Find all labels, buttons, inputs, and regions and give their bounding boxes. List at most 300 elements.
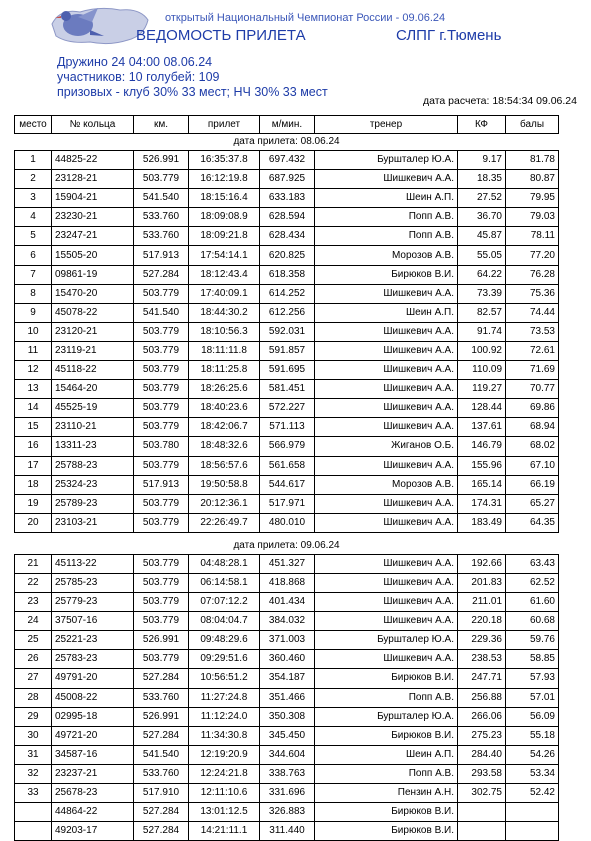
cell-speed: 618.358: [260, 265, 315, 284]
cell-arrival: 18:40:23.6: [189, 399, 260, 418]
cell-km: 517.913: [134, 246, 189, 265]
cell-trainer: Шишкевич А.А.: [315, 361, 458, 380]
cell-trainer: Шишкевич А.А.: [315, 494, 458, 513]
cell-kf: 100.92: [458, 341, 506, 360]
table-row: [15, 764, 559, 783]
cell-km: 533.760: [134, 227, 189, 246]
cell-arrival: 20:12:36.1: [189, 494, 260, 513]
cell-place: 17: [15, 456, 52, 475]
cell-kf: [458, 822, 506, 841]
cell-km: 503.779: [134, 322, 189, 341]
cell-arrival: 09:48:29.6: [189, 631, 260, 650]
cell-ring: 23247-21: [52, 227, 134, 246]
cell-trainer: Бирюков В.И.: [315, 726, 458, 745]
cell-ring: 15470-20: [52, 284, 134, 303]
race-info: Дружино 24 04:00 08.06.24: [57, 55, 213, 69]
pigeon-logo: [50, 2, 150, 48]
cell-trainer: Пензин А.Н.: [315, 784, 458, 803]
cell-place: 1: [15, 151, 52, 170]
col-header-arrival: прилет: [189, 116, 260, 134]
cell-place: 10: [15, 322, 52, 341]
championship-title: открытый Национальный Чемпионат России - 09.06.24: [165, 12, 446, 24]
cell-points: 75.36: [506, 284, 559, 303]
cell-points: 71.69: [506, 361, 559, 380]
cell-ring: 13311-23: [52, 437, 134, 456]
cell-km: 517.910: [134, 784, 189, 803]
cell-points: 60.68: [506, 612, 559, 631]
table-row: [15, 554, 559, 573]
table-row: [15, 227, 559, 246]
cell-points: 79.95: [506, 189, 559, 208]
table-row: [15, 322, 559, 341]
cell-points: 66.19: [506, 475, 559, 494]
cell-arrival: 11:27:24.8: [189, 688, 260, 707]
cell-arrival: 18:48:32.6: [189, 437, 260, 456]
cell-km: 503.779: [134, 513, 189, 532]
cell-speed: 591.857: [260, 341, 315, 360]
cell-speed: 451.327: [260, 554, 315, 573]
cell-kf: 256.88: [458, 688, 506, 707]
cell-points: 81.78: [506, 151, 559, 170]
cell-kf: 55.05: [458, 246, 506, 265]
cell-km: 503.779: [134, 341, 189, 360]
document-title: ВЕДОМОСТЬ ПРИЛЕТА: [136, 27, 306, 44]
cell-km: 503.779: [134, 650, 189, 669]
col-header-kf: КФ: [458, 116, 506, 134]
cell-trainer: Шеин А.П.: [315, 745, 458, 764]
cell-arrival: 09:29:51.6: [189, 650, 260, 669]
cell-arrival: 18:11:25.8: [189, 361, 260, 380]
cell-points: 56.09: [506, 707, 559, 726]
cell-km: 541.540: [134, 303, 189, 322]
cell-kf: 73.39: [458, 284, 506, 303]
cell-arrival: 19:50:58.8: [189, 475, 260, 494]
cell-arrival: 11:12:24.0: [189, 707, 260, 726]
cell-points: 73.53: [506, 322, 559, 341]
col-header-speed: м/мин.: [260, 116, 315, 134]
cell-place: 16: [15, 437, 52, 456]
cell-arrival: 12:11:10.6: [189, 784, 260, 803]
cell-place: 27: [15, 669, 52, 688]
cell-trainer: Шишкевич А.А.: [315, 573, 458, 592]
cell-trainer: Буршталер Ю.А.: [315, 707, 458, 726]
cell-kf: 9.17: [458, 151, 506, 170]
cell-place: 2: [15, 170, 52, 189]
table-row: [15, 573, 559, 592]
cell-points: 61.60: [506, 593, 559, 612]
cell-km: 503.779: [134, 418, 189, 437]
table-row: [15, 361, 559, 380]
cell-km: 517.913: [134, 475, 189, 494]
cell-points: 70.77: [506, 380, 559, 399]
cell-kf: 91.74: [458, 322, 506, 341]
cell-km: 526.991: [134, 707, 189, 726]
cell-speed: 345.450: [260, 726, 315, 745]
cell-km: 533.760: [134, 208, 189, 227]
cell-ring: 34587-16: [52, 745, 134, 764]
table-header-row: [15, 116, 559, 134]
cell-place: 19: [15, 494, 52, 513]
cell-speed: 687.925: [260, 170, 315, 189]
cell-arrival: 18:10:56.3: [189, 322, 260, 341]
cell-km: 503.779: [134, 573, 189, 592]
cell-place: 14: [15, 399, 52, 418]
cell-speed: 581.451: [260, 380, 315, 399]
cell-speed: 326.883: [260, 803, 315, 822]
cell-km: 541.540: [134, 745, 189, 764]
cell-km: 503.779: [134, 494, 189, 513]
table-row: [15, 726, 559, 745]
cell-arrival: 17:40:09.1: [189, 284, 260, 303]
cell-ring: 45118-22: [52, 361, 134, 380]
cell-ring: 23119-21: [52, 341, 134, 360]
table-row: [15, 494, 559, 513]
cell-kf: 110.09: [458, 361, 506, 380]
cell-kf: [458, 803, 506, 822]
cell-points: 72.61: [506, 341, 559, 360]
cell-speed: 480.010: [260, 513, 315, 532]
cell-km: 526.991: [134, 151, 189, 170]
cell-arrival: 07:07:12.2: [189, 593, 260, 612]
cell-speed: 628.434: [260, 227, 315, 246]
table-row: [15, 341, 559, 360]
cell-arrival: 12:24:21.8: [189, 764, 260, 783]
cell-ring: 25779-23: [52, 593, 134, 612]
table-row: [15, 745, 559, 764]
cell-trainer: Бирюков В.И.: [315, 803, 458, 822]
cell-trainer: Бирюков В.И.: [315, 265, 458, 284]
table-row: [15, 418, 559, 437]
cell-ring: 25785-23: [52, 573, 134, 592]
cell-speed: 331.696: [260, 784, 315, 803]
table-row: [15, 650, 559, 669]
cell-points: 77.20: [506, 246, 559, 265]
cell-place: 4: [15, 208, 52, 227]
table-row: [15, 380, 559, 399]
cell-points: 79.03: [506, 208, 559, 227]
cell-place: 20: [15, 513, 52, 532]
cell-ring: 15904-21: [52, 189, 134, 208]
cell-speed: 384.032: [260, 612, 315, 631]
cell-kf: 183.49: [458, 513, 506, 532]
cell-place: 22: [15, 573, 52, 592]
cell-km: 503.779: [134, 170, 189, 189]
cell-speed: 697.432: [260, 151, 315, 170]
cell-arrival: 08:04:04.7: [189, 612, 260, 631]
cell-points: 54.26: [506, 745, 559, 764]
cell-trainer: Буршталер Ю.А.: [315, 631, 458, 650]
table-row: [15, 399, 559, 418]
cell-kf: 155.96: [458, 456, 506, 475]
cell-points: 57.01: [506, 688, 559, 707]
prizes-info: призовых - клуб 30% 33 мест; НЧ 30% 33 мест: [57, 85, 328, 99]
col-header-km: км.: [134, 116, 189, 134]
cell-kf: 82.57: [458, 303, 506, 322]
cell-arrival: 10:56:51.2: [189, 669, 260, 688]
cell-points: 69.86: [506, 399, 559, 418]
date-row: [15, 134, 559, 151]
cell-points: 68.94: [506, 418, 559, 437]
club-name: СЛПГ г.Тюмень: [396, 27, 502, 44]
cell-place: 11: [15, 341, 52, 360]
cell-place: 25: [15, 631, 52, 650]
cell-km: 527.284: [134, 669, 189, 688]
cell-km: 541.540: [134, 189, 189, 208]
cell-arrival: 11:34:30.8: [189, 726, 260, 745]
table-row: [15, 170, 559, 189]
cell-trainer: Шишкевич А.А.: [315, 170, 458, 189]
cell-ring: 23120-21: [52, 322, 134, 341]
cell-ring: 15505-20: [52, 246, 134, 265]
cell-place: 18: [15, 475, 52, 494]
cell-trainer: Шишкевич А.А.: [315, 322, 458, 341]
cell-km: 503.779: [134, 380, 189, 399]
cell-speed: 360.460: [260, 650, 315, 669]
cell-arrival: 18:12:43.4: [189, 265, 260, 284]
cell-kf: 266.06: [458, 707, 506, 726]
cell-ring: 49791-20: [52, 669, 134, 688]
cell-trainer: Шишкевич А.А.: [315, 554, 458, 573]
cell-arrival: 18:56:57.6: [189, 456, 260, 475]
cell-trainer: Попп А.В.: [315, 688, 458, 707]
cell-km: 533.760: [134, 688, 189, 707]
cell-speed: 371.003: [260, 631, 315, 650]
cell-kf: 293.58: [458, 764, 506, 783]
cell-place: 29: [15, 707, 52, 726]
cell-arrival: 14:21:11.1: [189, 822, 260, 841]
cell-speed: 591.695: [260, 361, 315, 380]
cell-km: 527.284: [134, 822, 189, 841]
cell-speed: 350.308: [260, 707, 315, 726]
cell-speed: 401.434: [260, 593, 315, 612]
cell-points: 67.10: [506, 456, 559, 475]
cell-speed: 338.763: [260, 764, 315, 783]
cell-place: [15, 803, 52, 822]
cell-place: 33: [15, 784, 52, 803]
cell-trainer: Шишкевич А.А.: [315, 593, 458, 612]
cell-trainer: Попп А.В.: [315, 764, 458, 783]
cell-points: 68.02: [506, 437, 559, 456]
cell-kf: 146.79: [458, 437, 506, 456]
cell-trainer: Шеин А.П.: [315, 189, 458, 208]
cell-trainer: Шишкевич А.А.: [315, 380, 458, 399]
cell-points: 58.85: [506, 650, 559, 669]
cell-points: 59.76: [506, 631, 559, 650]
cell-place: 30: [15, 726, 52, 745]
table-row: [15, 513, 559, 532]
cell-kf: 192.66: [458, 554, 506, 573]
cell-arrival: 18:09:08.9: [189, 208, 260, 227]
cell-points: 62.52: [506, 573, 559, 592]
table-row: [15, 151, 559, 170]
table-row: [15, 475, 559, 494]
col-header-ring: № кольца: [52, 116, 134, 134]
arrival-date-label: дата прилета: 08.06.24: [233, 136, 340, 147]
table-row: [15, 612, 559, 631]
cell-ring: 45113-22: [52, 554, 134, 573]
cell-trainer: Попп А.В.: [315, 227, 458, 246]
cell-points: 53.34: [506, 764, 559, 783]
cell-kf: 45.87: [458, 227, 506, 246]
cell-trainer: Шишкевич А.А.: [315, 399, 458, 418]
cell-points: 57.93: [506, 669, 559, 688]
cell-speed: 351.466: [260, 688, 315, 707]
cell-arrival: 18:26:25.6: [189, 380, 260, 399]
cell-speed: 354.187: [260, 669, 315, 688]
cell-place: 13: [15, 380, 52, 399]
arrival-date-label: дата прилета: 09.06.24: [233, 539, 340, 551]
cell-ring: 09861-19: [52, 265, 134, 284]
cell-km: 527.284: [134, 726, 189, 745]
cell-ring: 23230-21: [52, 208, 134, 227]
cell-ring: 23128-21: [52, 170, 134, 189]
calc-date: дата расчета: 18:54:34 09.06.24: [423, 95, 577, 107]
cell-kf: 238.53: [458, 650, 506, 669]
cell-ring: 25789-23: [52, 494, 134, 513]
cell-kf: 247.71: [458, 669, 506, 688]
table-row: [15, 303, 559, 322]
cell-place: 21: [15, 554, 52, 573]
cell-arrival: 18:44:30.2: [189, 303, 260, 322]
cell-km: 503.779: [134, 593, 189, 612]
cell-speed: 344.604: [260, 745, 315, 764]
cell-trainer: Шишкевич А.А.: [315, 650, 458, 669]
table-row: [15, 822, 559, 841]
cell-ring: 15464-20: [52, 380, 134, 399]
cell-kf: 174.31: [458, 494, 506, 513]
cell-kf: 27.52: [458, 189, 506, 208]
cell-arrival: 12:19:20.9: [189, 745, 260, 764]
cell-trainer: Шишкевич А.А.: [315, 612, 458, 631]
cell-speed: 572.227: [260, 399, 315, 418]
table-row: [15, 688, 559, 707]
cell-place: 9: [15, 303, 52, 322]
table-row: [15, 437, 559, 456]
cell-place: 24: [15, 612, 52, 631]
cell-place: 15: [15, 418, 52, 437]
cell-arrival: 04:48:28.1: [189, 554, 260, 573]
cell-place: 12: [15, 361, 52, 380]
cell-points: [506, 803, 559, 822]
cell-arrival: 18:09:21.8: [189, 227, 260, 246]
cell-km: 503.779: [134, 612, 189, 631]
cell-kf: 128.44: [458, 399, 506, 418]
cell-trainer: Морозов А.В.: [315, 246, 458, 265]
cell-points: 76.28: [506, 265, 559, 284]
cell-speed: 633.183: [260, 189, 315, 208]
cell-speed: 628.594: [260, 208, 315, 227]
cell-ring: 25783-23: [52, 650, 134, 669]
cell-speed: 614.252: [260, 284, 315, 303]
cell-km: 527.284: [134, 803, 189, 822]
cell-place: [15, 822, 52, 841]
table-row: [15, 284, 559, 303]
cell-km: 503.779: [134, 361, 189, 380]
cell-kf: 302.75: [458, 784, 506, 803]
cell-place: 3: [15, 189, 52, 208]
cell-speed: 620.825: [260, 246, 315, 265]
cell-arrival: 18:42:06.7: [189, 418, 260, 437]
cell-kf: 36.70: [458, 208, 506, 227]
cell-points: 55.18: [506, 726, 559, 745]
cell-speed: 571.113: [260, 418, 315, 437]
cell-trainer: Буршталер Ю.А.: [315, 151, 458, 170]
results-body: [15, 134, 559, 841]
cell-place: 8: [15, 284, 52, 303]
cell-trainer: Попп А.В.: [315, 208, 458, 227]
cell-ring: 23103-21: [52, 513, 134, 532]
cell-ring: 02995-18: [52, 707, 134, 726]
cell-ring: 49203-17: [52, 822, 134, 841]
cell-km: 503.779: [134, 554, 189, 573]
cell-points: 74.44: [506, 303, 559, 322]
col-header-points: балы: [506, 116, 559, 134]
cell-ring: 25221-23: [52, 631, 134, 650]
cell-speed: 561.658: [260, 456, 315, 475]
cell-trainer: Жиганов О.Б.: [315, 437, 458, 456]
cell-trainer: Шишкевич А.А.: [315, 341, 458, 360]
cell-points: 63.43: [506, 554, 559, 573]
cell-trainer: Бирюков В.И.: [315, 822, 458, 841]
cell-trainer: Шишкевич А.А.: [315, 456, 458, 475]
table-row: [15, 631, 559, 650]
cell-arrival: 16:12:19.8: [189, 170, 260, 189]
participants-info: участников: 10 голубей: 109: [57, 70, 220, 84]
cell-place: 26: [15, 650, 52, 669]
cell-trainer: Бирюков В.И.: [315, 669, 458, 688]
cell-km: 526.991: [134, 631, 189, 650]
table-row: [15, 803, 559, 822]
cell-arrival: 22:26:49.7: [189, 513, 260, 532]
table-row: [15, 593, 559, 612]
cell-arrival: 18:11:11.8: [189, 341, 260, 360]
cell-place: 23: [15, 593, 52, 612]
table-row: [15, 669, 559, 688]
cell-trainer: Морозов А.В.: [315, 475, 458, 494]
cell-points: 78.11: [506, 227, 559, 246]
cell-points: 52.42: [506, 784, 559, 803]
cell-trainer: Шишкевич А.А.: [315, 284, 458, 303]
cell-points: 80.87: [506, 170, 559, 189]
table-row: [15, 784, 559, 803]
cell-kf: 165.14: [458, 475, 506, 494]
cell-place: 5: [15, 227, 52, 246]
cell-km: 533.760: [134, 764, 189, 783]
cell-kf: 229.36: [458, 631, 506, 650]
cell-kf: 275.23: [458, 726, 506, 745]
cell-place: 28: [15, 688, 52, 707]
cell-place: 32: [15, 764, 52, 783]
cell-arrival: 06:14:58.1: [189, 573, 260, 592]
results-table: [14, 115, 559, 841]
cell-speed: 544.617: [260, 475, 315, 494]
cell-ring: 44825-22: [52, 151, 134, 170]
cell-speed: 592.031: [260, 322, 315, 341]
cell-speed: 612.256: [260, 303, 315, 322]
cell-ring: 45008-22: [52, 688, 134, 707]
cell-trainer: Шишкевич А.А.: [315, 513, 458, 532]
cell-points: [506, 822, 559, 841]
cell-speed: 418.868: [260, 573, 315, 592]
date-row: [15, 538, 559, 555]
cell-ring: 44864-22: [52, 803, 134, 822]
cell-ring: 25788-23: [52, 456, 134, 475]
cell-km: 503.780: [134, 437, 189, 456]
cell-kf: 137.61: [458, 418, 506, 437]
cell-place: 7: [15, 265, 52, 284]
cell-km: 503.779: [134, 456, 189, 475]
cell-km: 503.779: [134, 399, 189, 418]
